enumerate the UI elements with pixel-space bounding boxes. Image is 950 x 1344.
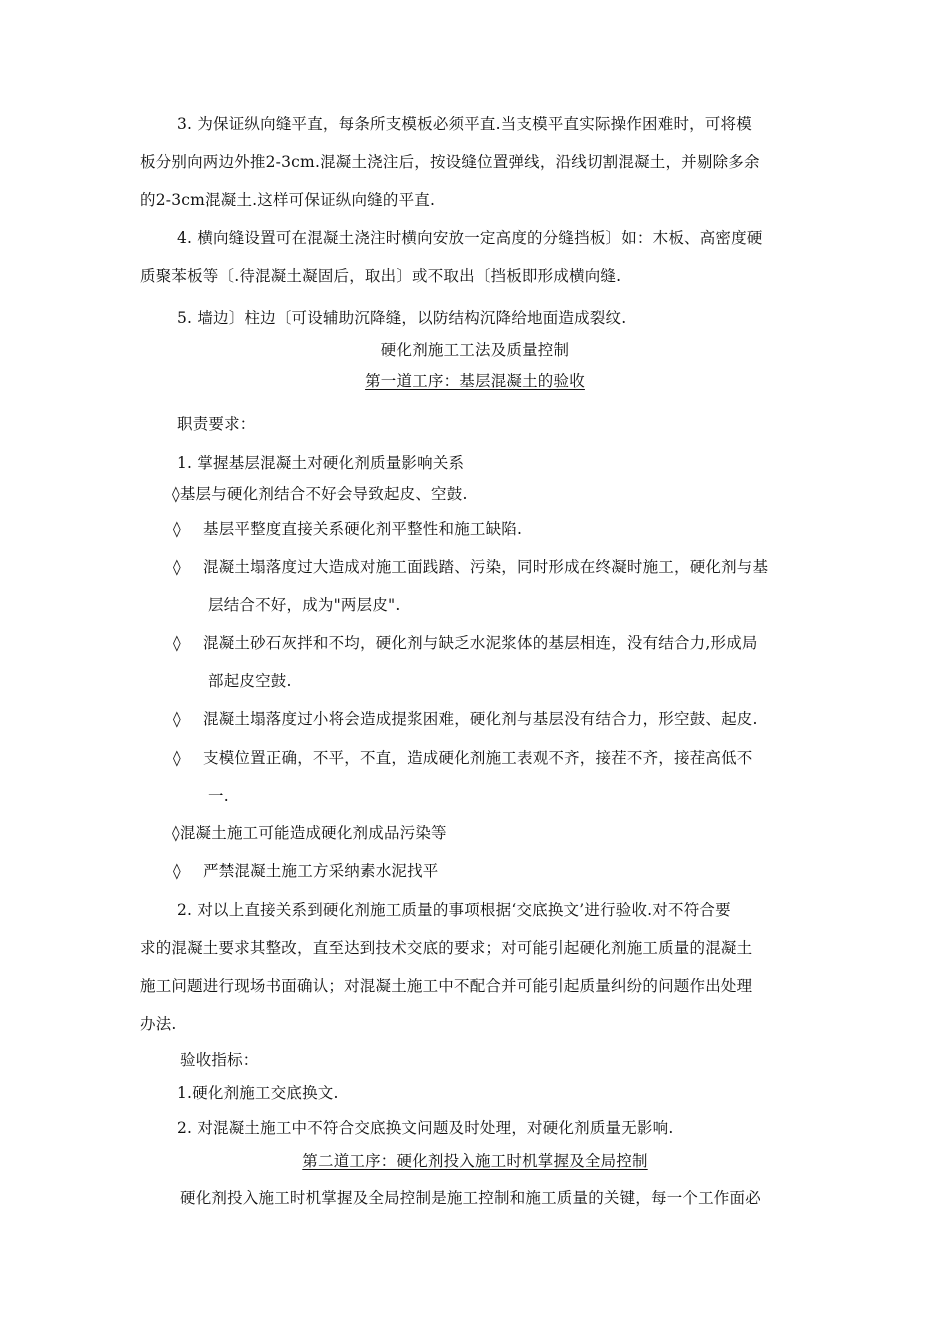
bullet-6-line1: 支模位置正确，不平，不直，造成硬化剂施工表观不齐，接茬不齐，接茬高低不 <box>203 749 753 767</box>
bullet-1: ◊基层与硬化剂结合不好会导致起皮、空鼓. <box>172 485 468 503</box>
bullet-4-line2: 部起皮空鼓. <box>208 672 292 690</box>
para3-line3: 的2-3cm混凝土.这样可保证纵向缝的平直. <box>140 191 436 209</box>
bullet-4-line1: 混凝土砂石灰拌和不均，硬化剂与缺乏水泥浆体的基层相连，没有结合力,形成局 <box>203 634 758 652</box>
step2-paragraph: 硬化剂投入施工时机掌握及全局控制是施工控制和施工质量的关键，每一个工作面必 <box>180 1189 761 1207</box>
bullet-8: 严禁混凝土施工方采纳素水泥找平 <box>203 862 439 880</box>
item1: 1. 掌握基层混凝土对硬化剂质量影响关系 <box>177 454 465 472</box>
step1-title: 第一道工序：基层混凝土的验收 <box>365 372 585 390</box>
bullet-diamond-icon: ◊ <box>173 710 181 728</box>
item2-line3: 施工问题进行现场书面确认；对混凝土施工中不配合并可能引起质量纠纷的问题作出处理 <box>140 977 753 995</box>
bullet-6-line2: 一. <box>208 787 229 805</box>
bullet-diamond-icon: ◊ <box>173 558 181 576</box>
bullet-diamond-icon: ◊ <box>173 749 181 767</box>
para4-line2: 质聚苯板等〔.待混凝土凝固后，取出〕或不取出〔挡板即形成横向缝. <box>140 267 622 285</box>
item2-line4: 办法. <box>140 1015 177 1033</box>
section-title: 硬化剂施工工法及质量控制 <box>380 341 570 359</box>
para5-line: 5. 墙边〕柱边〔可设辅助沉降缝，以防结构沉降给地面造成裂纹. <box>177 309 627 327</box>
para3-line1: 3. 为保证纵向缝平直，每条所支模板必须平直.当支模平直实际操作困难时，可将模 <box>177 115 752 133</box>
bullet-diamond-icon: ◊ <box>173 862 181 880</box>
item2-line1: 2. 对以上直接关系到硬化剂施工质量的事项根据‘交底换文’进行验收.对不符合要 <box>177 901 731 919</box>
acceptance-item-2: 2. 对混凝土施工中不符合交底换文问题及时处理，对硬化剂质量无影响. <box>177 1119 674 1137</box>
bullet-3-line2: 层结合不好，成为"两层皮". <box>208 596 401 614</box>
bullet-2: 基层平整度直接关系硬化剂平整性和施工缺陷. <box>203 520 523 538</box>
bullet-diamond-icon: ◊ <box>173 520 181 538</box>
bullet-diamond-icon: ◊ <box>173 634 181 652</box>
item2-line2: 求的混凝土要求其整改，直至达到技术交底的要求；对可能引起硬化剂施工质量的混凝土 <box>140 939 753 957</box>
para4-line1: 4. 横向缝设置可在混凝土浇注时横向安放一定高度的分缝挡板〕如：木板、高密度硬 <box>177 229 763 247</box>
para3-line2: 板分别向两边外推2-3cm.混凝土浇注后，按设缝位置弹线，沿线切割混凝土，并剔除多余 <box>140 153 760 171</box>
duty-label: 职责要求： <box>177 415 256 433</box>
acceptance-label: 验收指标： <box>180 1051 259 1069</box>
bullet-3-line1: 混凝土塌落度过大造成对施工面践踏、污染，同时形成在终凝时施工，硬化剂与基 <box>203 558 769 576</box>
acceptance-item-1: 1.硬化剂施工交底换文. <box>177 1084 339 1102</box>
bullet-5: 混凝土塌落度过小将会造成提浆困难，硬化剂与基层没有结合力，形空鼓、起皮. <box>203 710 758 728</box>
step2-title: 第二道工序：硬化剂投入施工时机掌握及全局控制 <box>302 1152 648 1170</box>
bullet-7: ◊混凝土施工可能造成硬化剂成品污染等 <box>172 824 447 842</box>
